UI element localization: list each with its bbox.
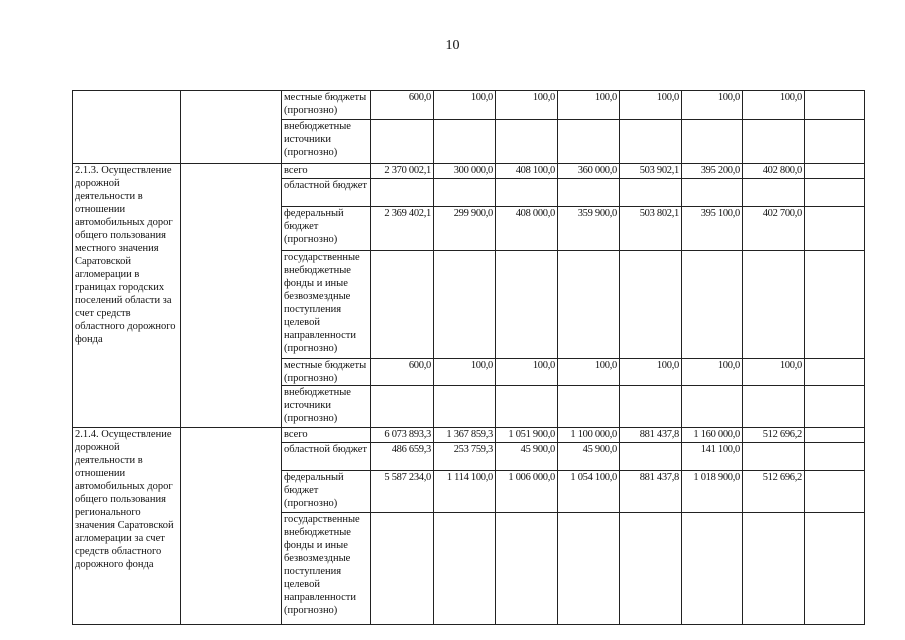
amount-cell	[743, 443, 805, 471]
table-row	[73, 91, 865, 120]
amount-cell	[496, 513, 558, 625]
amount-cell	[743, 179, 805, 207]
amount-cell: 100,0	[620, 359, 682, 386]
amount-cell	[496, 120, 558, 164]
amount-cell: 402 800,0	[743, 164, 805, 179]
amount-cell: 300 000,0	[434, 164, 496, 179]
amount-cell: 486 659,3	[371, 443, 434, 471]
amount-cell	[371, 120, 434, 164]
funding-source-label: внебюджетные источники (прогнозно)	[282, 120, 371, 164]
amount-cell: 2 370 002,1	[371, 164, 434, 179]
amount-cell: 1 100 000,0	[558, 428, 620, 443]
empty-cell	[805, 386, 865, 428]
amount-cell: 100,0	[558, 359, 620, 386]
funding-source-label: федеральный бюджет (прогнозно)	[282, 207, 371, 251]
amount-cell	[682, 386, 743, 428]
table-row	[73, 164, 865, 179]
amount-cell: 402 700,0	[743, 207, 805, 251]
amount-cell	[620, 443, 682, 471]
amount-cell: 253 759,3	[434, 443, 496, 471]
empty-cell	[805, 471, 865, 513]
amount-cell: 100,0	[620, 91, 682, 120]
amount-cell: 408 100,0	[496, 164, 558, 179]
amount-cell: 512 696,2	[743, 428, 805, 443]
amount-cell	[558, 120, 620, 164]
funding-source-label: государственные внебюджетные фонды и иные безвозмездные поступления целевой направленности (прогнозно)	[282, 251, 371, 359]
amount-cell	[682, 179, 743, 207]
amount-cell: 100,0	[682, 359, 743, 386]
empty-cell	[805, 428, 865, 443]
amount-cell: 359 900,0	[558, 207, 620, 251]
amount-cell: 360 000,0	[558, 164, 620, 179]
amount-cell: 395 200,0	[682, 164, 743, 179]
funding-source-label: внебюджетные источники (прогнозно)	[282, 386, 371, 428]
amount-cell: 100,0	[743, 91, 805, 120]
page-number: 10	[445, 38, 460, 53]
amount-cell: 45 900,0	[496, 443, 558, 471]
funding-source-label: местные бюджеты (прогнозно)	[282, 359, 371, 386]
funding-source-label: областной бюджет	[282, 443, 371, 471]
amount-cell: 1 160 000,0	[682, 428, 743, 443]
amount-cell: 881 437,8	[620, 428, 682, 443]
empty-cell	[805, 513, 865, 625]
empty-cell	[805, 251, 865, 359]
funding-source-label: областной бюджет	[282, 179, 371, 207]
amount-cell	[434, 513, 496, 625]
amount-cell: 100,0	[434, 91, 496, 120]
amount-cell	[558, 513, 620, 625]
action-cell: 2.1.3. Осуществление дорожной деятельности в отношении автомобильных дорог общего пользования местного значения Саратовской агломерации в границах городских поселений области за счет средств областного дорожного фонда	[73, 164, 181, 428]
amount-cell	[743, 386, 805, 428]
table-row	[73, 428, 865, 443]
amount-cell: 100,0	[496, 91, 558, 120]
amount-cell	[434, 386, 496, 428]
amount-cell: 395 100,0	[682, 207, 743, 251]
amount-cell: 100,0	[558, 91, 620, 120]
responsible-cell	[181, 428, 282, 625]
amount-cell: 503 802,1	[620, 207, 682, 251]
amount-cell: 1 054 100,0	[558, 471, 620, 513]
amount-cell	[682, 513, 743, 625]
amount-cell: 1 051 900,0	[496, 428, 558, 443]
amount-cell	[434, 120, 496, 164]
amount-cell	[371, 179, 434, 207]
amount-cell	[743, 120, 805, 164]
responsible-cell	[181, 164, 282, 428]
amount-cell	[558, 179, 620, 207]
action-cell	[73, 91, 181, 164]
responsible-cell	[181, 91, 282, 164]
budget-table	[72, 90, 865, 625]
amount-cell: 100,0	[496, 359, 558, 386]
amount-cell: 881 437,8	[620, 471, 682, 513]
empty-cell	[805, 179, 865, 207]
funding-source-label: всего	[282, 428, 371, 443]
amount-cell	[743, 251, 805, 359]
funding-source-label: местные бюджеты (прогнозно)	[282, 91, 371, 120]
amount-cell: 503 902,1	[620, 164, 682, 179]
empty-cell	[805, 443, 865, 471]
amount-cell: 1 006 000,0	[496, 471, 558, 513]
amount-cell	[558, 386, 620, 428]
empty-cell	[805, 120, 865, 164]
amount-cell	[620, 120, 682, 164]
amount-cell	[558, 251, 620, 359]
amount-cell	[371, 513, 434, 625]
amount-cell: 100,0	[682, 91, 743, 120]
amount-cell: 600,0	[371, 91, 434, 120]
amount-cell: 45 900,0	[558, 443, 620, 471]
funding-source-label: всего	[282, 164, 371, 179]
amount-cell: 2 369 402,1	[371, 207, 434, 251]
amount-cell: 100,0	[743, 359, 805, 386]
empty-cell	[805, 359, 865, 386]
amount-cell: 6 073 893,3	[371, 428, 434, 443]
amount-cell: 100,0	[434, 359, 496, 386]
amount-cell	[496, 386, 558, 428]
amount-cell: 1 114 100,0	[434, 471, 496, 513]
amount-cell	[743, 513, 805, 625]
amount-cell	[371, 251, 434, 359]
amount-cell	[371, 386, 434, 428]
empty-cell	[805, 164, 865, 179]
amount-cell	[620, 251, 682, 359]
amount-cell	[496, 251, 558, 359]
amount-cell	[620, 386, 682, 428]
amount-cell	[620, 179, 682, 207]
amount-cell: 5 587 234,0	[371, 471, 434, 513]
amount-cell	[496, 179, 558, 207]
amount-cell: 512 696,2	[743, 471, 805, 513]
amount-cell	[620, 513, 682, 625]
funding-source-label: государственные внебюджетные фонды и иные безвозмездные поступления целевой направленности (прогнозно)	[282, 513, 371, 625]
amount-cell: 1 367 859,3	[434, 428, 496, 443]
amount-cell: 408 000,0	[496, 207, 558, 251]
funding-source-label: федеральный бюджет (прогнозно)	[282, 471, 371, 513]
amount-cell: 299 900,0	[434, 207, 496, 251]
amount-cell: 141 100,0	[682, 443, 743, 471]
action-cell: 2.1.4. Осуществление дорожной деятельности в отношении автомобильных дорог общего пользования регионального значения Саратовской агломерации за счет средств областного дорожного фонда	[73, 428, 181, 625]
empty-cell	[805, 207, 865, 251]
amount-cell	[682, 120, 743, 164]
amount-cell	[434, 251, 496, 359]
amount-cell	[434, 179, 496, 207]
amount-cell: 600,0	[371, 359, 434, 386]
amount-cell	[682, 251, 743, 359]
empty-cell	[805, 91, 865, 120]
amount-cell: 1 018 900,0	[682, 471, 743, 513]
